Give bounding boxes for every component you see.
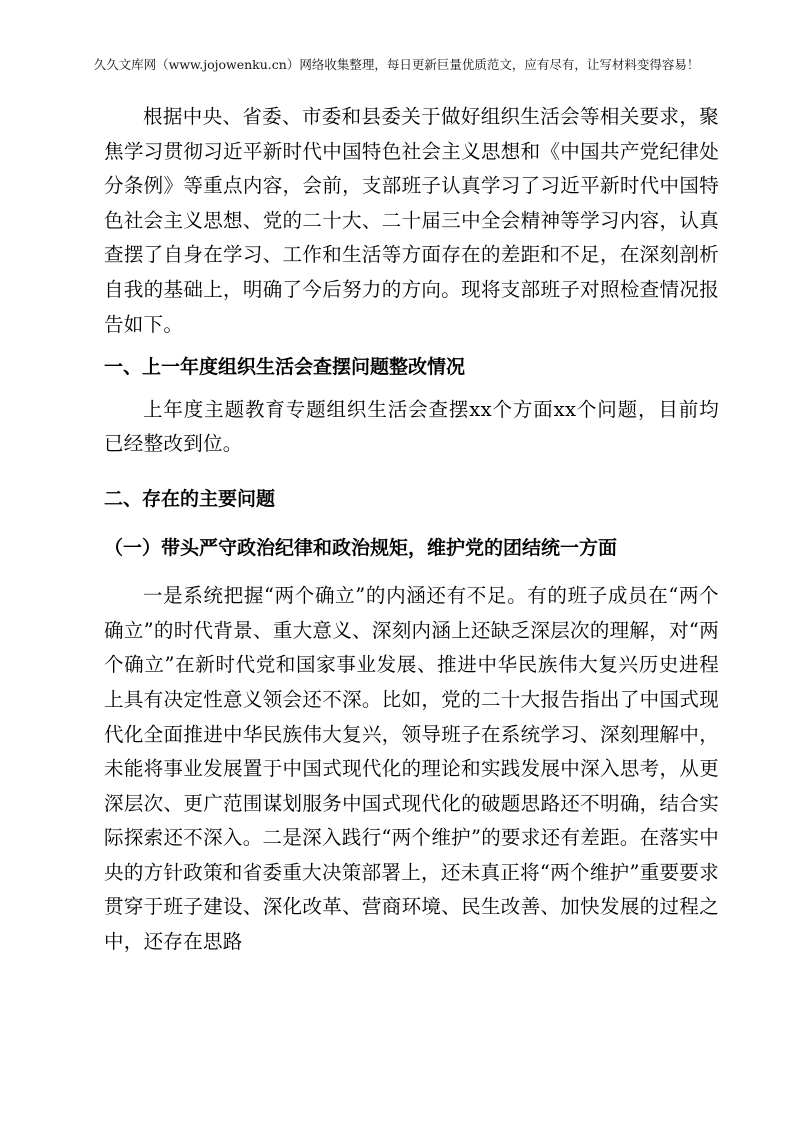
section-1-paragraph: 上年度主题教育专题组织生活会查摆xx个方面xx个问题，目前均已经整改到位。 <box>104 397 719 456</box>
section-2-subheading: （一）带头严守政治纪律和政治规矩，维护党的团结统一方面 <box>104 536 618 559</box>
page-header-note: 久久文库网（www.jojowenku.cn）网络收集整理，每日更新巨量优质范文，应有尽有，让写材料变得容易！ <box>93 57 700 72</box>
section-2-paragraph: 一是系统把握“两个确立”的内涵还有不足。有的班子成员在“两个确立”的时代背景、重大意义、深刻内涵上还缺乏深层次的理解，对“两个确立”在新时代党和国家事业发展、推进中华民族伟大复兴历史进程上具有决定性意义领会还不深。比如，党的二十大报告指出了中国式现代化全面推进中华民族伟大复兴，领导班子在系统学习、深刻理解中，未能将事业发展置于中国式现代化的理论和实践发展中深入思考，从更深层次、更广范围谋划服务中国式现代化的破题思路还不明确，结合实际探索还不深入。二是深入践行“两个维护”的要求还有差距。在落实中央的方针政策和省委重大决策部署上，还未真正将“两个维护”重要要求贯穿于班子建设、深化改革、营商环境、民生改善、加快发展的过程之中，还存在思路 <box>104 584 719 954</box>
section-2-heading: 二、存在的主要问题 <box>104 487 276 510</box>
section-1-heading: 一、上一年度组织生活会查摆问题整改情况 <box>104 356 466 379</box>
document-body <box>104 100 719 960</box>
intro-paragraph: 根据中央、省委、市委和县委关于做好组织生活会等相关要求，聚焦学习贯彻习近平新时代中国特色社会主义思想和《中国共产党纪律处分条例》等重点内容，会前，支部班子认真学习了习近平新时代中国特色社会主义思想、党的二十大、二十届三中全会精神等学习内容，认真查摆了自身在学习、工作和生活等方面存在的差距和不足，在深刻剖析自我的基础上，明确了今后努力的方向。现将支部班子对照检查情况报告如下。 <box>104 105 719 336</box>
